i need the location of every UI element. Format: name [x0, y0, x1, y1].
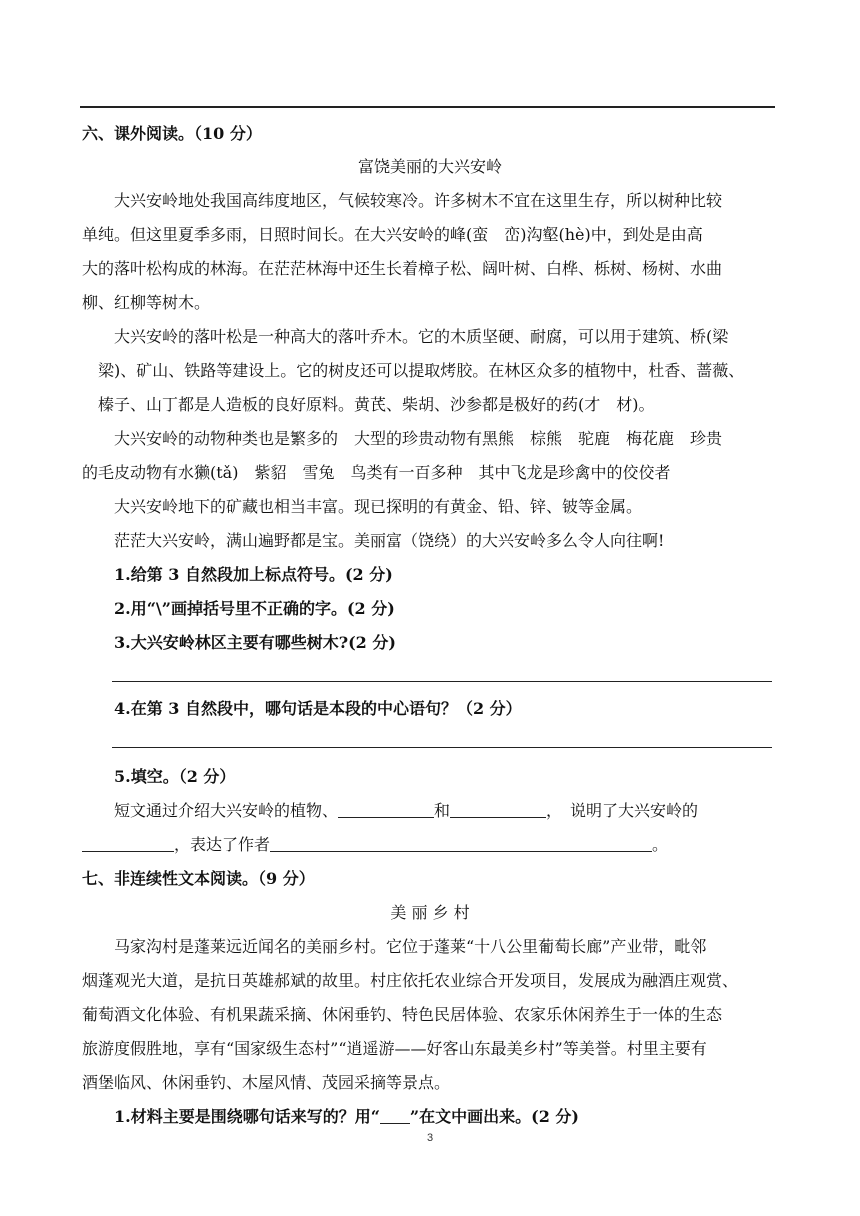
page-number: 3 — [426, 1132, 434, 1144]
question-3: 3.大兴安岭林区主要有哪些树木?(2 分) — [114, 633, 396, 652]
answer-line-q4[interactable] — [112, 747, 772, 748]
q5-blank-2[interactable] — [450, 801, 546, 818]
passage1-line: 单纯。但这里夏季多雨，日照时间长。在大兴安岭的峰(蛮 峦)沟壑(hè)中，到处是由高 — [82, 225, 703, 244]
passage1-line: 榛子、山丁都是人造板的良好原料。黄芪、柴胡、沙参都是极好的药(才 材)。 — [98, 395, 655, 414]
passage1-line: 梁)、矿山、铁路等建设上。它的树皮还可以提取烤胶。在林区众多的植物中，杜香、蔷薇、 — [98, 361, 745, 380]
passage1-line: 大兴安岭的落叶松是一种高大的落叶乔木。它的木质坚硬、耐腐，可以用于建筑、桥(梁 — [114, 327, 729, 346]
q5-blank-3[interactable] — [82, 835, 174, 852]
q5-text-e: 。 — [652, 835, 669, 854]
q5-fill-line-1 — [114, 801, 698, 821]
answer-line-q3[interactable] — [112, 681, 772, 682]
q5-fill-line-2 — [82, 835, 668, 855]
section7-question-1 — [114, 1107, 579, 1127]
question-2: 2.用“\”画掉括号里不正确的字。(2 分) — [114, 599, 395, 618]
section7-q1-text-b: ”在文中画出来。(2 分) — [409, 1107, 579, 1126]
passage1-line: 茫茫大兴安岭，满山遍野都是宝。美丽富（饶绕）的大兴安岭多么令人向往啊! — [114, 531, 665, 550]
passage2-line: 酒堡临风、休闲垂钓、木屋风情、茂园采摘等景点。 — [82, 1073, 451, 1092]
question-1: 1.给第 3 自然段加上标点符号。(2 分) — [114, 565, 393, 584]
passage1-line: 大兴安岭地下的矿藏也相当丰富。现已探明的有黄金、铅、锌、铍等金属。 — [114, 497, 643, 516]
passage2-line: 葡萄酒文化体验、有机果蔬采摘、休闲垂钓、特色民居体验、农家乐休闲养生于一体的生态 — [82, 1005, 723, 1024]
passage2-title: 美 丽 乡 村 — [390, 903, 470, 922]
passage2-line: 旅游度假胜地，享有“国家级生态村”“逍遥游——好客山东最美乡村”等美誉。村里主要有 — [82, 1039, 707, 1058]
passage1-line: 柳、红柳等树木。 — [82, 293, 211, 312]
q5-blank-4[interactable] — [270, 835, 652, 852]
underline-mark-sample — [380, 1107, 410, 1124]
section6-heading: 六、课外阅读。（10 分） — [82, 124, 262, 143]
passage1-line: 大的落叶松构成的林海。在茫茫林海中还生长着樟子松、阔叶树、白桦、栎树、杨树、水曲 — [82, 259, 723, 278]
question-4: 4.在第 3 自然段中，哪句话是本段的中心语句？（2 分） — [114, 699, 522, 718]
passage2-line: 烟蓬观光大道，是抗日英雄郝斌的故里。村庄依托农业综合开发项目，发展成为融酒庄观赏、 — [82, 971, 739, 990]
q5-text-b: 和 — [434, 801, 451, 820]
section7-heading: 七、非连续性文本阅读。（9 分） — [82, 869, 315, 888]
q5-text-d: ，表达了作者 — [174, 835, 271, 854]
top-rule — [80, 106, 775, 108]
question-5: 5.填空。（2 分） — [114, 767, 236, 786]
passage1-line: 大兴安岭的动物种类也是繁多的 大型的珍贵动物有黑熊 棕熊 驼鹿 梅花鹿 珍贵 — [114, 429, 723, 448]
q5-text-c: ， 说明了大兴安岭的 — [546, 801, 699, 820]
passage2-line: 马家沟村是蓬莱远近闻名的美丽乡村。它位于蓬莱“十八公里葡萄长廊”产业带，毗邻 — [114, 937, 707, 956]
q5-text-a: 短文通过介绍大兴安岭的植物、 — [114, 801, 339, 820]
passage1-line: 大兴安岭地处我国高纬度地区，气候较寒冷。许多树木不宜在这里生存，所以树种比较 — [114, 191, 723, 210]
q5-blank-1[interactable] — [338, 801, 434, 818]
passage1-line: 的毛皮动物有水獭(tǎ) 紫貂 雪兔 鸟类有一百多种 其中飞龙是珍禽中的佼佼者 — [82, 463, 671, 482]
section7-q1-text-a: 1.材料主要是围绕哪句话来写的？用“ — [114, 1107, 380, 1126]
passage1-title: 富饶美丽的大兴安岭 — [357, 157, 502, 176]
